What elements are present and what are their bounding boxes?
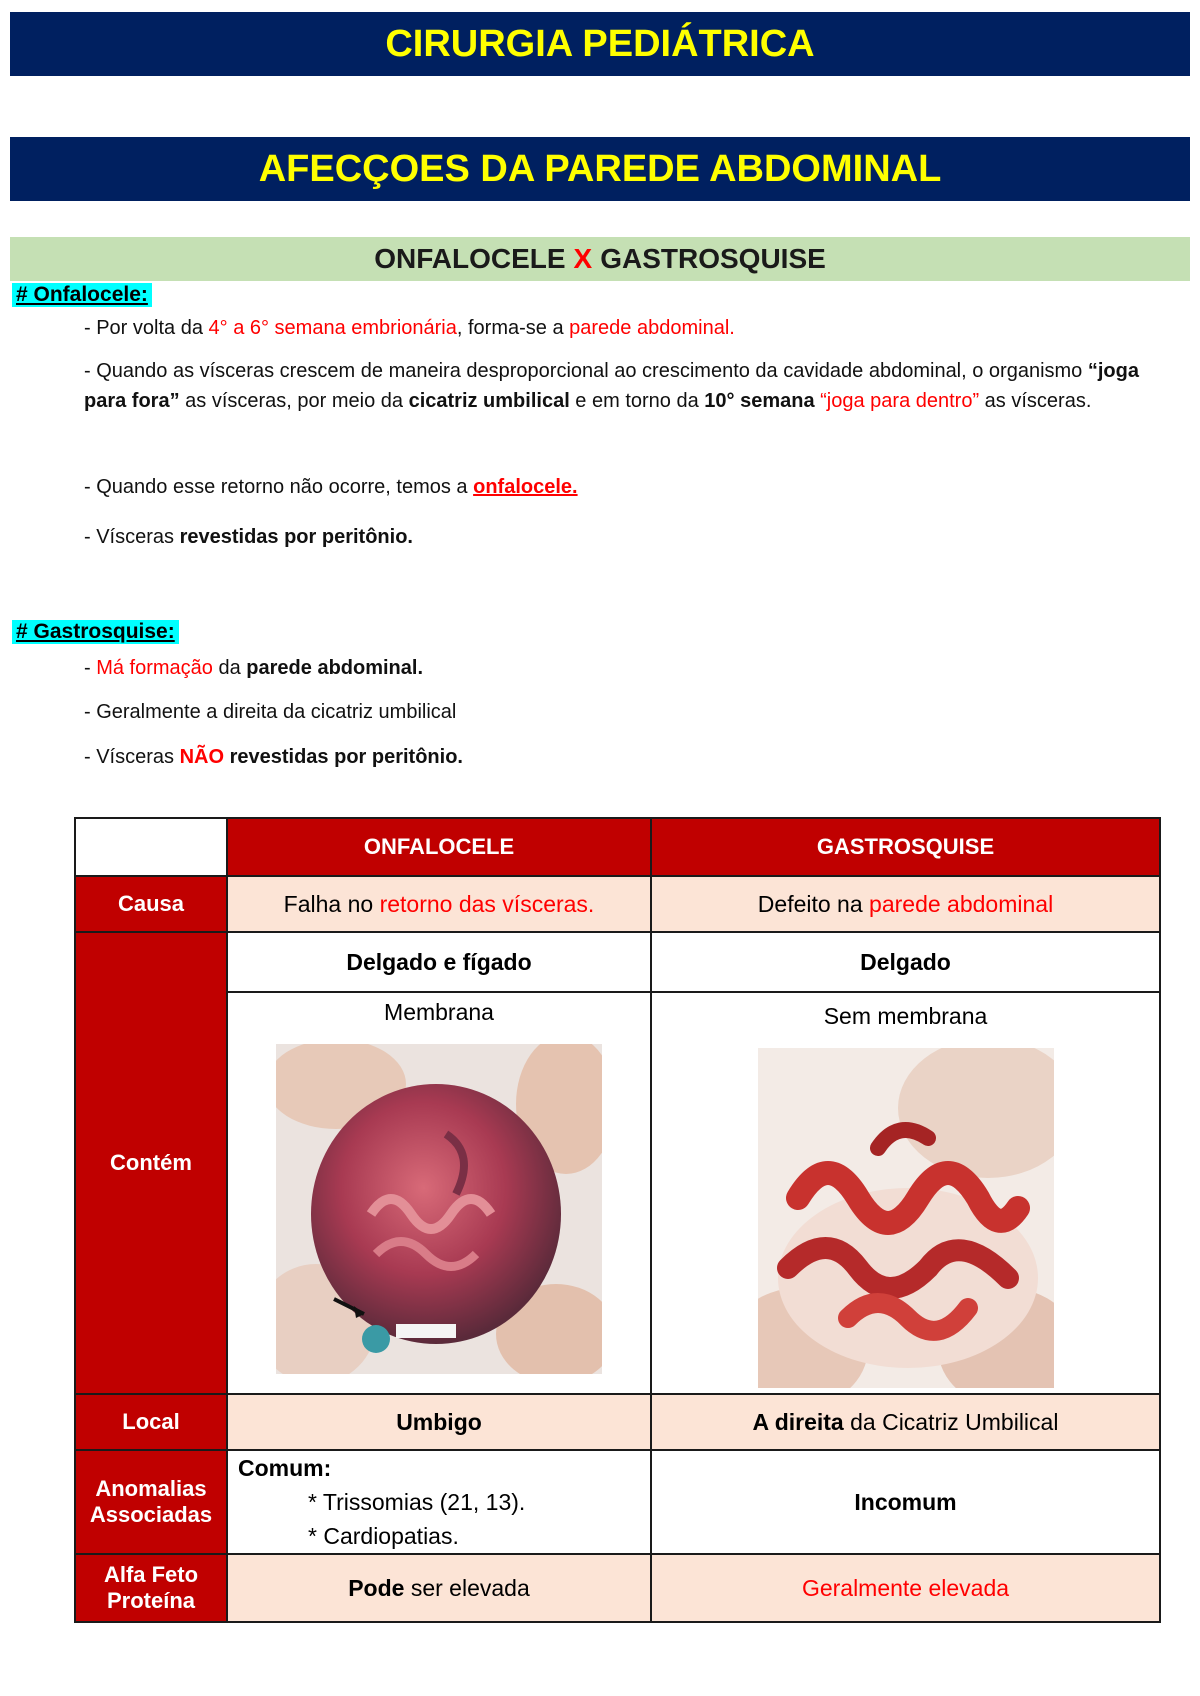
subtitle-right: GASTROSQUISE (600, 243, 826, 274)
subtitle-x: X (573, 243, 593, 274)
text-bold: A direita (752, 1408, 844, 1435)
cell-contem-onfalocele: Delgado e fígado (227, 932, 651, 992)
gastrosquise-line-1 (84, 653, 1184, 683)
text: - Vísceras (84, 526, 180, 548)
cell-contem-gastrosquise: Delgado (651, 932, 1160, 992)
onfalocele-line-1 (84, 313, 1184, 343)
cell-causa-gastrosquise (651, 876, 1160, 932)
row-header-afp (75, 1554, 227, 1622)
text: Alfa Feto (103, 1562, 199, 1587)
cell-onfalocele-image (227, 992, 651, 1394)
gastrosquise-line-2: - Geralmente a direita da cicatriz umbilical (84, 701, 457, 723)
row-header-anomalias (75, 1450, 227, 1554)
row-header-contem: Contém (75, 932, 227, 1394)
onfalocele-heading: # Onfalocele: (12, 283, 152, 307)
onfalocele-line-3 (84, 472, 1184, 502)
table-header-row (75, 818, 1160, 876)
text: - Vísceras (84, 746, 180, 768)
text: as vísceras, por meio da (179, 390, 409, 412)
subtitle-left: ONFALOCELE (374, 243, 566, 274)
cell-anomalias-onfalocele (227, 1450, 651, 1554)
cell-local-onfalocele: Umbigo (227, 1394, 651, 1450)
caption-sem-membrana: Sem membrana (823, 1003, 988, 1029)
table-row-contem (75, 932, 1160, 992)
text: e em torno da (569, 390, 705, 412)
cell-causa-onfalocele (227, 876, 651, 932)
text-bold: cicatriz umbilical (408, 390, 570, 412)
cell-afp-gastrosquise: Geralmente elevada (651, 1554, 1160, 1622)
text: Defeito na (757, 890, 870, 917)
text: ser elevada (404, 1574, 530, 1601)
column-header-gastrosquise: GASTROSQUISE (651, 818, 1160, 876)
gastrosquise-line-3 (84, 742, 1184, 772)
cell-afp-onfalocele (227, 1554, 651, 1622)
text-bold: parede abdominal. (246, 657, 424, 679)
text: as vísceras. (979, 390, 1092, 412)
cell-anomalias-gastrosquise: Incomum (651, 1450, 1160, 1554)
table-row-anomalias (75, 1450, 1160, 1554)
table-row-images (75, 992, 1160, 1394)
section-title-banner (10, 137, 1190, 201)
text-red-bold: NÃO (179, 746, 225, 768)
text: , forma-se a (456, 317, 570, 339)
section-title: AFECÇOES DA PAREDE ABDOMINAL (258, 147, 942, 190)
text-red-underlined: onfalocele. (473, 476, 578, 498)
text-red: parede abdominal (869, 890, 1054, 917)
list-item: * Trissomias (21, 13). (308, 1489, 526, 1515)
subtitle-banner (10, 237, 1190, 281)
cell-local-gastrosquise (651, 1394, 1160, 1450)
table-row-afp (75, 1554, 1160, 1622)
text: Falha no (283, 890, 380, 917)
text-red: retorno das vísceras. (379, 890, 595, 917)
text: - (84, 657, 97, 679)
comparison-table (74, 817, 1161, 1623)
text: Anomalias (95, 1476, 207, 1501)
cell-gastrosquise-image (651, 992, 1160, 1394)
text-red: “joga para dentro” (820, 390, 980, 412)
text-red: 4° a 6° semana embrionária (208, 317, 457, 339)
text: Proteína (106, 1588, 196, 1613)
text: - Por volta da (84, 317, 209, 339)
row-header-causa: Causa (75, 876, 227, 932)
gastrosquise-photo (758, 1048, 1054, 1388)
text: da Cicatriz Umbilical (843, 1408, 1059, 1435)
table-row-causa (75, 876, 1160, 932)
page-title-banner (10, 12, 1190, 76)
onfalocele-line-2 (84, 356, 1184, 416)
text-bold: revestidas por peritônio. (229, 746, 463, 768)
text-bold: “joga para fora” (84, 360, 1139, 412)
text-bold: Comum: (238, 1455, 332, 1481)
text-bold: revestidas por peritônio. (179, 526, 413, 548)
row-header-local: Local (75, 1394, 227, 1450)
onfalocele-line-4 (84, 522, 1184, 552)
column-header-onfalocele: ONFALOCELE (227, 818, 651, 876)
text: da (212, 657, 247, 679)
list-item: * Cardiopatias. (308, 1523, 459, 1549)
text-bold: 10° semana (704, 390, 815, 412)
onfalocele-photo (276, 1044, 602, 1374)
text: - Quando as vísceras crescem de maneira desproporcional ao crescimento da cavidade abdominal, o organismo (84, 360, 1088, 382)
table-row-local (75, 1394, 1160, 1450)
table-corner-cell (75, 818, 227, 876)
text-bold: Pode (348, 1574, 405, 1601)
text: - Quando esse retorno não ocorre, temos a (84, 476, 474, 498)
text-red: parede abdominal. (569, 317, 735, 339)
caption-membrana: Membrana (384, 999, 494, 1025)
text-red: Má formação (96, 657, 213, 679)
text: Associadas (89, 1502, 213, 1527)
page-title: CIRURGIA PEDIÁTRICA (385, 22, 815, 65)
gastrosquise-heading: # Gastrosquise: (12, 620, 179, 644)
